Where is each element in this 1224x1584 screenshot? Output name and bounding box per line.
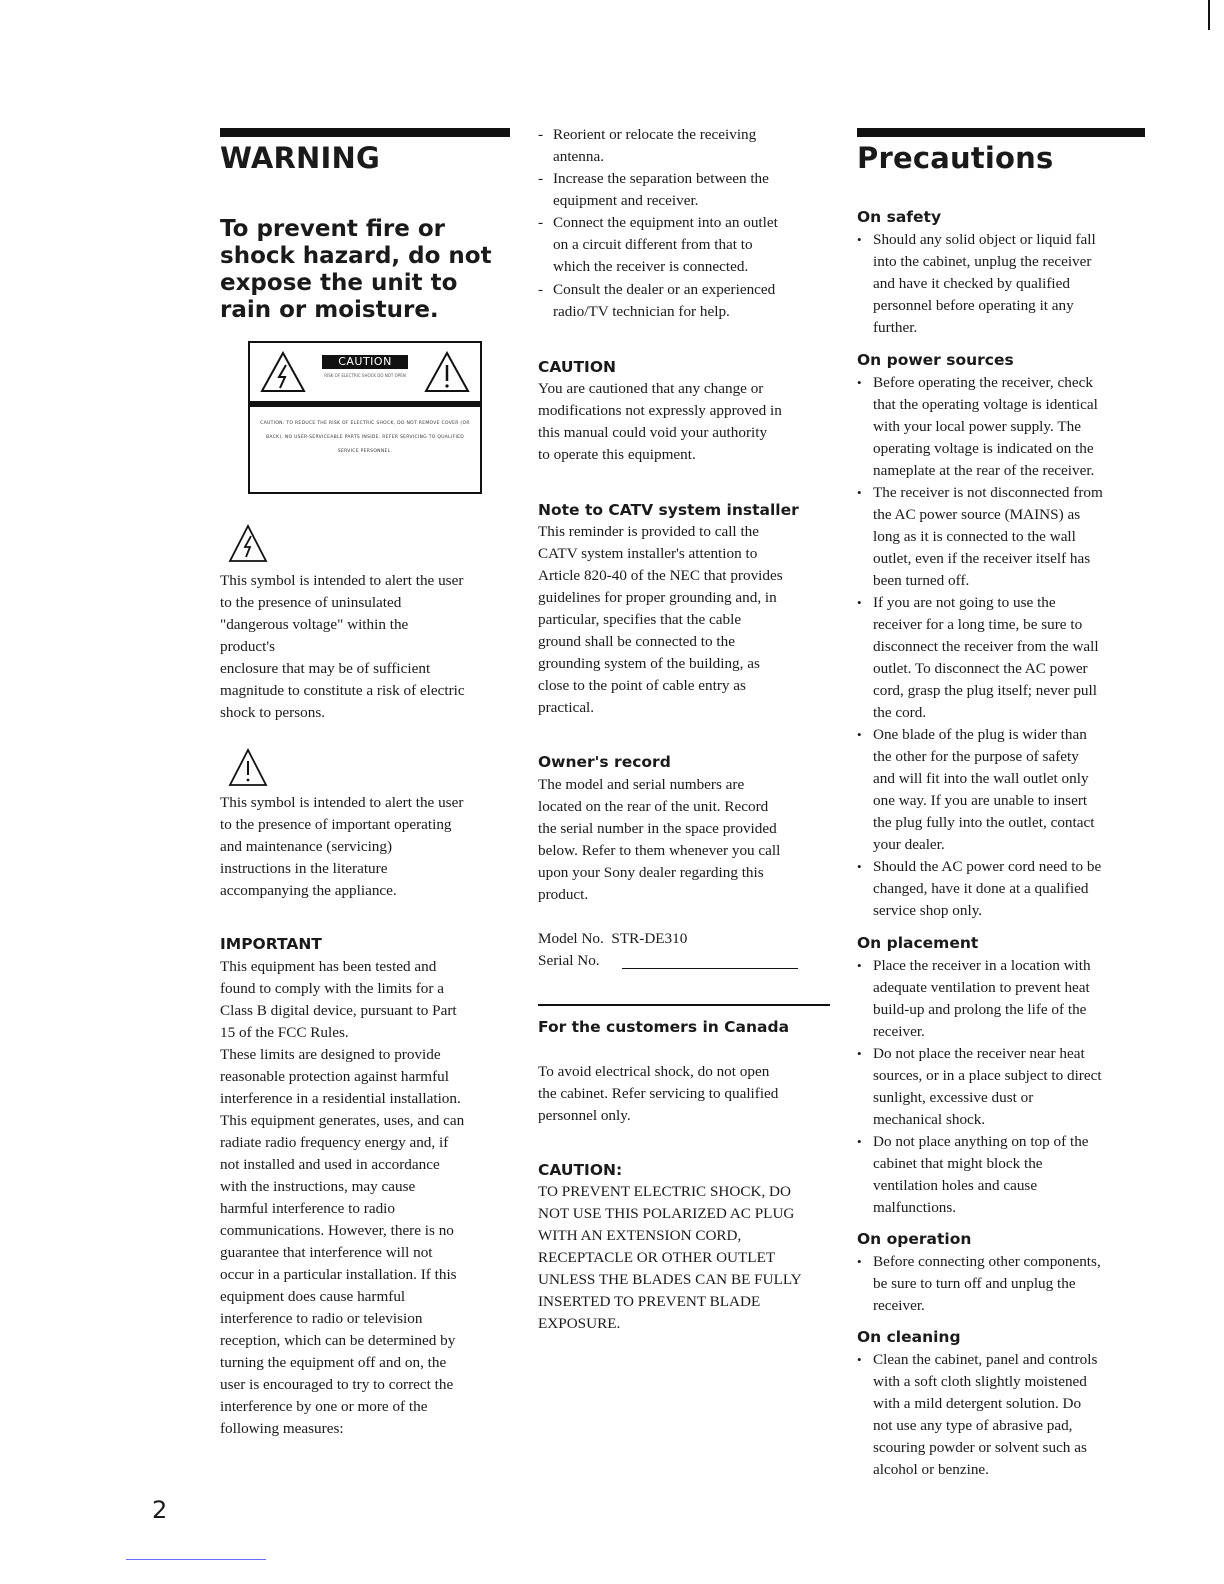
measure-item: - Increase the separation between the equipment and receiver. (538, 168, 843, 212)
power-item: • One blade of the plug is wider than the other for the purpose of safety and will fit into the wall outlet only one way. If you are unable to insert the plug fully into the outlet, contact your dealer. (857, 724, 1163, 856)
measure-item: - Reorient or relocate the receiving antenna. (538, 124, 843, 168)
power-sources-heading: On power sources (857, 351, 1014, 369)
operation-item: • Before connecting other components, be sure to turn off and unplug the receiver. (857, 1251, 1163, 1317)
caution-label-box (248, 341, 482, 494)
owners-record-text: The model and serial numbers are located on the rear of the unit. Record the serial number in the space provided below. Refer to them whenever you call upon your Sony dealer regarding this product. (538, 776, 781, 903)
bottom-scan-line (126, 1559, 266, 1560)
lightning-triangle-icon (260, 351, 306, 393)
important-text: This equipment has been tested and found to comply with the limits for a Class B digital device, pursuant to Part 15 of the FCC Rules. These limits are designed to provide reasonable protection against harmful interference in a residential installation. This equipment generates, uses, and can radiate radio frequency energy and, if not installed and used in accordance with the instructions, may cause harmful interference to radio communications. However, there is no guarantee that interference will not occur in a particular installation. If this equipment does cause harmful interference to radio or television reception, which can be determined by turning the equipment off and on, the user is encouraged to try to correct the interference by one or more of the following measures: (220, 958, 465, 1437)
page-edge-mark (1208, 0, 1210, 30)
owners-record-heading: Owner's record (538, 753, 671, 771)
caution2-text: TO PREVENT ELECTRIC SHOCK, DO NOT USE THIS POLARIZED AC PLUG WITH AN EXTENSION CORD, RECEPTACLE OR OTHER OUTLET UNLESS THE BLADES CAN BE FULLY INSERTED TO PREVENT BLADE EXPOSURE. (538, 1183, 802, 1332)
caution-text: You are cautioned that any change or modifications not expressly approved in this manual could void your authority to operate this equipment. (538, 380, 782, 463)
power-item: • The receiver is not disconnected from the AC power source (MAINS) as long as it is connected to the wall outlet, even if the receiver itself has been turned off. (857, 482, 1163, 592)
measure-item: - Consult the dealer or an experienced radio/TV technician for help. (538, 279, 843, 323)
warning-rule (220, 128, 510, 137)
canada-rule (538, 1004, 830, 1006)
exclamation-triangle-icon (424, 351, 470, 393)
caution-label-body: CAUTION: TO REDUCE THE RISK OF ELECTRIC SHOCK, DO NOT REMOVE COVER (OR BACK). NO USER-SERVICEABLE PARTS INSIDE. REFER SERVICING TO QUALIFIED SERVICE PERSONNEL. (260, 421, 470, 454)
important-heading: IMPORTANT (220, 935, 322, 953)
measure-item: - Connect the equipment into an outlet on a circuit different from that to which the receiver is connected. (538, 212, 843, 278)
power-item: • Before operating the receiver, check that the operating voltage is identical with your local power supply. The operating voltage is indicated on the nameplate at the rear of the receiver. (857, 372, 1163, 482)
safety-item: • Should any solid object or liquid fall into the cabinet, unplug the receiver and have it checked by qualified personnel before operating it any further. (857, 229, 1163, 339)
model-number: Model No. STR-DE310 (538, 930, 688, 947)
cleaning-item: • Clean the cabinet, panel and controls with a soft cloth slightly moistened with a mild detergent solution. Do not use any type of abrasive pad, scouring powder or solvent such as alcohol or benzine. (857, 1349, 1163, 1481)
caution-label-text: CAUTION (322, 355, 408, 369)
placement-item: • Do not place anything on top of the cabinet that might block the ventilation holes and cause malfunctions. (857, 1131, 1163, 1219)
power-item: • If you are not going to use the receiver for a long time, be sure to disconnect the receiver from the wall outlet. To disconnect the AC power cord, grasp the plug itself; never pull the cord. (857, 592, 1163, 724)
precautions-rule (857, 128, 1145, 137)
lightning-triangle-icon (228, 524, 268, 564)
symbol1-description: This symbol is intended to alert the user to the presence of uninsulated "dangerous voltage" within the product's enclosure that may be of sufficient magnitude to constitute a risk of electric shock to persons. (220, 572, 465, 721)
placement-item: • Do not place the receiver near heat sources, or in a place subject to direct sunlight, excessive dust or mechanical shock. (857, 1043, 1163, 1131)
operation-heading: On operation (857, 1230, 972, 1248)
catv-text: This reminder is provided to call the CATV system installer's attention to Article 820-40 of the NEC that provides guidelines for proper grounding and, in particular, specifies that the cable ground shall be connected to the grounding system of the building, as close to the point of cable entry as practical. (538, 523, 783, 716)
warning-subhead: To prevent fire or shock hazard, do not expose the unit to rain or moisture. (220, 216, 492, 323)
cleaning-heading: On cleaning (857, 1328, 961, 1346)
canada-text: To avoid electrical shock, do not open the cabinet. Refer servicing to qualified personnel only. (538, 1063, 779, 1124)
serial-number-label: Serial No. (538, 952, 600, 969)
precautions-title: Precautions (857, 141, 1054, 175)
safety-heading: On safety (857, 208, 942, 226)
placement-item: • Place the receiver in a location with adequate ventilation to prevent heat build-up and prolong the life of the receiver. (857, 955, 1163, 1043)
warning-title: WARNING (220, 141, 380, 175)
exclamation-triangle-icon (228, 748, 268, 788)
caution-label-top (250, 343, 480, 407)
page-number: 2 (152, 1496, 168, 1524)
catv-heading: Note to CATV system installer (538, 501, 799, 519)
caution-heading: CAUTION (538, 358, 616, 376)
serial-number-blank (622, 968, 798, 969)
power-item: • Should the AC power cord need to be changed, have it done at a qualified service shop only. (857, 856, 1163, 922)
placement-heading: On placement (857, 934, 979, 952)
caution2-heading: CAUTION: (538, 1161, 623, 1179)
symbol2-description: This symbol is intended to alert the user to the presence of important operating and maintenance (servicing) instructions in the literature accompanying the appliance. (220, 794, 464, 899)
caution-label-subtext: RISK OF ELECTRIC SHOCK DO NOT OPEN (324, 373, 406, 378)
canada-heading: For the customers in Canada (538, 1018, 790, 1036)
